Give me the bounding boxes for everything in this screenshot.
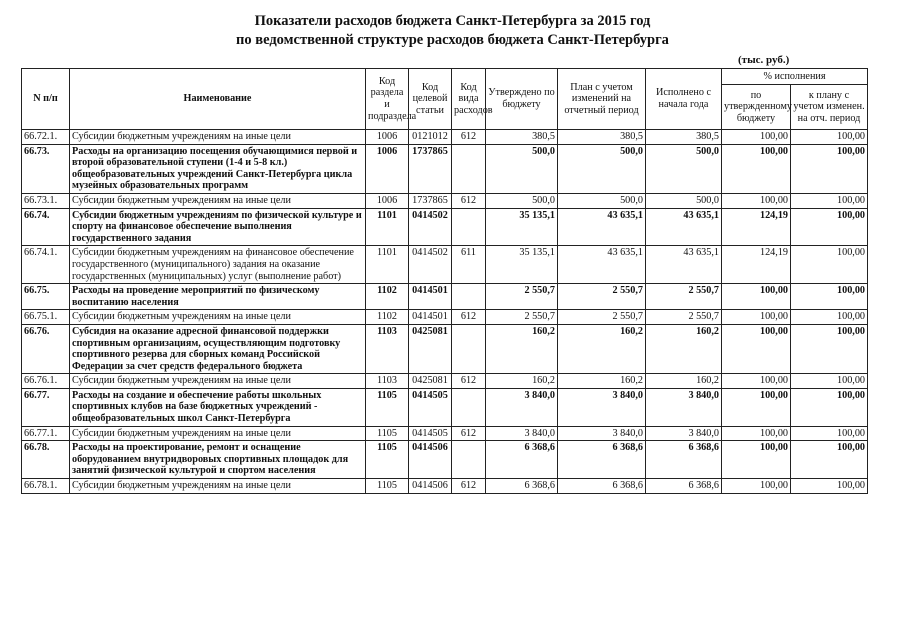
row-pct-plan: 100,00 [791, 144, 868, 193]
row-pct-budget: 100,00 [722, 310, 791, 325]
row-executed: 6 368,6 [646, 479, 722, 494]
row-pct-budget: 100,00 [722, 426, 791, 441]
row-approved: 3 840,0 [486, 388, 558, 426]
row-article-code: 0414501 [409, 310, 452, 325]
row-pct-budget: 100,00 [722, 130, 791, 145]
table-row [22, 324, 868, 373]
row-article-code: 1737865 [409, 193, 452, 208]
row-name: Субсидии бюджетным учреждениям по физической культуре и спорту на финансовое обеспечение выполнения государственного задания [70, 208, 366, 246]
row-plan: 6 368,6 [558, 479, 646, 494]
row-executed: 500,0 [646, 144, 722, 193]
row-executed: 6 368,6 [646, 441, 722, 479]
row-executed: 500,0 [646, 193, 722, 208]
row-article-code: 0414502 [409, 246, 452, 284]
row-num: 66.74.1. [22, 246, 70, 284]
row-expense-type-code [452, 441, 486, 479]
row-name: Субсидии бюджетным учреждениям на иные цели [70, 479, 366, 494]
row-num: 66.75. [22, 284, 70, 310]
row-approved: 6 368,6 [486, 479, 558, 494]
row-pct-plan: 100,00 [791, 324, 868, 373]
row-section-code: 1006 [366, 144, 409, 193]
row-expense-type-code: 612 [452, 426, 486, 441]
row-section-code: 1102 [366, 310, 409, 325]
row-executed: 160,2 [646, 374, 722, 389]
table-row [22, 284, 868, 310]
row-article-code: 0425081 [409, 374, 452, 389]
row-expense-type-code: 612 [452, 479, 486, 494]
row-pct-plan: 100,00 [791, 374, 868, 389]
row-section-code: 1006 [366, 193, 409, 208]
row-section-code: 1006 [366, 130, 409, 145]
row-approved: 3 840,0 [486, 426, 558, 441]
row-pct-budget: 100,00 [722, 441, 791, 479]
table-row [22, 208, 868, 246]
row-section-code: 1105 [366, 441, 409, 479]
row-pct-budget: 100,00 [722, 324, 791, 373]
header-pct-plan: к плану с учетом изменен. на отч. период [791, 85, 868, 130]
row-num: 66.75.1. [22, 310, 70, 325]
row-approved: 160,2 [486, 324, 558, 373]
row-pct-plan: 100,00 [791, 426, 868, 441]
row-name: Субсидии бюджетным учреждениям на иные цели [70, 426, 366, 441]
row-pct-plan: 100,00 [791, 246, 868, 284]
table-row [22, 388, 868, 426]
header-percent: % исполнения [722, 69, 868, 85]
row-expense-type-code [452, 284, 486, 310]
row-plan: 3 840,0 [558, 426, 646, 441]
row-section-code: 1101 [366, 246, 409, 284]
row-name: Расходы на создание и обеспечение работы школьных спортивных клубов на базе бюджетных учреждений - общеобразовательных школ Санкт-Петербурга [70, 388, 366, 426]
row-article-code: 0414506 [409, 441, 452, 479]
row-article-code: 0414501 [409, 284, 452, 310]
row-section-code: 1103 [366, 374, 409, 389]
table-row [22, 246, 868, 284]
row-plan: 2 550,7 [558, 310, 646, 325]
row-pct-budget: 124,19 [722, 246, 791, 284]
table-row [22, 144, 868, 193]
row-num: 66.77.1. [22, 426, 70, 441]
row-approved: 500,0 [486, 193, 558, 208]
row-name: Расходы на проведение мероприятий по физическому воспитанию населения [70, 284, 366, 310]
row-pct-budget: 124,19 [722, 208, 791, 246]
row-pct-budget: 100,00 [722, 374, 791, 389]
row-article-code: 0414502 [409, 208, 452, 246]
row-executed: 2 550,7 [646, 310, 722, 325]
row-executed: 2 550,7 [646, 284, 722, 310]
row-plan: 380,5 [558, 130, 646, 145]
expenses-table [21, 68, 868, 494]
row-executed: 380,5 [646, 130, 722, 145]
row-article-code: 0425081 [409, 324, 452, 373]
row-executed: 3 840,0 [646, 388, 722, 426]
row-expense-type-code [452, 324, 486, 373]
row-executed: 160,2 [646, 324, 722, 373]
row-pct-plan: 100,00 [791, 310, 868, 325]
report-title-line1: Показатели расходов бюджета Санкт-Петербурга за 2015 год [254, 13, 651, 29]
row-name: Субсидия на оказание адресной финансовой поддержки спортивным организациям, осуществляющим подготовку спортивного резерва для сборных команд Российской Федерации за счет средств федерального бюджета [70, 324, 366, 373]
table-row [22, 479, 868, 494]
units-label: (тыс. руб.) [738, 54, 790, 66]
row-article-code: 0414505 [409, 388, 452, 426]
row-plan: 6 368,6 [558, 441, 646, 479]
table-row [22, 130, 868, 145]
row-expense-type-code [452, 388, 486, 426]
header-section-code: Код раздела и подраздела [366, 69, 409, 130]
row-approved: 500,0 [486, 144, 558, 193]
table-row [22, 426, 868, 441]
header-pct-budget: по утвержденному бюджету [722, 85, 791, 130]
row-name: Субсидии бюджетным учреждениям на иные цели [70, 130, 366, 145]
row-section-code: 1103 [366, 324, 409, 373]
row-pct-plan: 100,00 [791, 130, 868, 145]
row-num: 66.72.1. [22, 130, 70, 145]
row-executed: 43 635,1 [646, 208, 722, 246]
row-expense-type-code: 612 [452, 374, 486, 389]
row-name: Расходы на организацию посещения обучающимися первой и второй образовательной ступени (1-4 и 5-8 кл.) общеобразовательных учреждений Санкт-Петербурга цикла музейных образовательных программ [70, 144, 366, 193]
row-pct-plan: 100,00 [791, 284, 868, 310]
row-pct-budget: 100,00 [722, 479, 791, 494]
row-article-code: 0121012 [409, 130, 452, 145]
row-num: 66.78. [22, 441, 70, 479]
row-pct-plan: 100,00 [791, 208, 868, 246]
row-name: Субсидии бюджетным учреждениям на иные цели [70, 310, 366, 325]
row-plan: 500,0 [558, 193, 646, 208]
row-section-code: 1101 [366, 208, 409, 246]
table-row [22, 193, 868, 208]
report-title-line2: по ведомственной структуре расходов бюджета Санкт-Петербурга [236, 32, 669, 48]
row-article-code: 0414506 [409, 479, 452, 494]
row-article-code: 0414505 [409, 426, 452, 441]
row-num: 66.76. [22, 324, 70, 373]
row-pct-plan: 100,00 [791, 479, 868, 494]
row-approved: 2 550,7 [486, 310, 558, 325]
row-num: 66.74. [22, 208, 70, 246]
header-approved: Утверждено по бюджету [486, 69, 558, 130]
header-executed: Исполнено с начала года [646, 69, 722, 130]
row-pct-plan: 100,00 [791, 388, 868, 426]
header-num: N п/п [22, 69, 70, 130]
row-plan: 43 635,1 [558, 208, 646, 246]
header-expense-type-code: Код вида расходов [452, 69, 486, 130]
row-pct-budget: 100,00 [722, 388, 791, 426]
row-pct-budget: 100,00 [722, 284, 791, 310]
row-section-code: 1105 [366, 479, 409, 494]
row-section-code: 1105 [366, 388, 409, 426]
row-num: 66.77. [22, 388, 70, 426]
header-article-code: Код целевой статьи [409, 69, 452, 130]
row-name: Расходы на проектирование, ремонт и оснащение оборудованием внутридворовых спортивных площадок для занятий физической культурой и спортом населения [70, 441, 366, 479]
row-section-code: 1105 [366, 426, 409, 441]
row-expense-type-code [452, 208, 486, 246]
row-plan: 43 635,1 [558, 246, 646, 284]
row-expense-type-code [452, 144, 486, 193]
row-executed: 43 635,1 [646, 246, 722, 284]
row-approved: 35 135,1 [486, 208, 558, 246]
row-num: 66.73.1. [22, 193, 70, 208]
header-name: Наименование [70, 69, 366, 130]
row-plan: 160,2 [558, 374, 646, 389]
row-expense-type-code: 612 [452, 130, 486, 145]
row-name: Субсидии бюджетным учреждениям на иные цели [70, 374, 366, 389]
row-plan: 500,0 [558, 144, 646, 193]
row-expense-type-code: 612 [452, 193, 486, 208]
row-pct-budget: 100,00 [722, 193, 791, 208]
table-row [22, 441, 868, 479]
row-plan: 3 840,0 [558, 388, 646, 426]
row-num: 66.73. [22, 144, 70, 193]
row-pct-budget: 100,00 [722, 144, 791, 193]
row-name: Субсидии бюджетным учреждениям на иные цели [70, 193, 366, 208]
row-plan: 160,2 [558, 324, 646, 373]
row-article-code: 1737865 [409, 144, 452, 193]
row-approved: 380,5 [486, 130, 558, 145]
table-row [22, 374, 868, 389]
row-approved: 2 550,7 [486, 284, 558, 310]
row-num: 66.76.1. [22, 374, 70, 389]
row-pct-plan: 100,00 [791, 441, 868, 479]
row-expense-type-code: 611 [452, 246, 486, 284]
row-expense-type-code: 612 [452, 310, 486, 325]
row-num: 66.78.1. [22, 479, 70, 494]
header-plan: План с учетом изменений на отчетный период [558, 69, 646, 130]
row-approved: 160,2 [486, 374, 558, 389]
row-plan: 2 550,7 [558, 284, 646, 310]
table-row [22, 310, 868, 325]
row-name: Субсидии бюджетным учреждениям на финансовое обеспечение государственного (муниципального) задания на оказание государственных (муниципальных) услуг (выполнение работ) [70, 246, 366, 284]
row-approved: 6 368,6 [486, 441, 558, 479]
row-section-code: 1102 [366, 284, 409, 310]
row-pct-plan: 100,00 [791, 193, 868, 208]
row-executed: 3 840,0 [646, 426, 722, 441]
row-approved: 35 135,1 [486, 246, 558, 284]
